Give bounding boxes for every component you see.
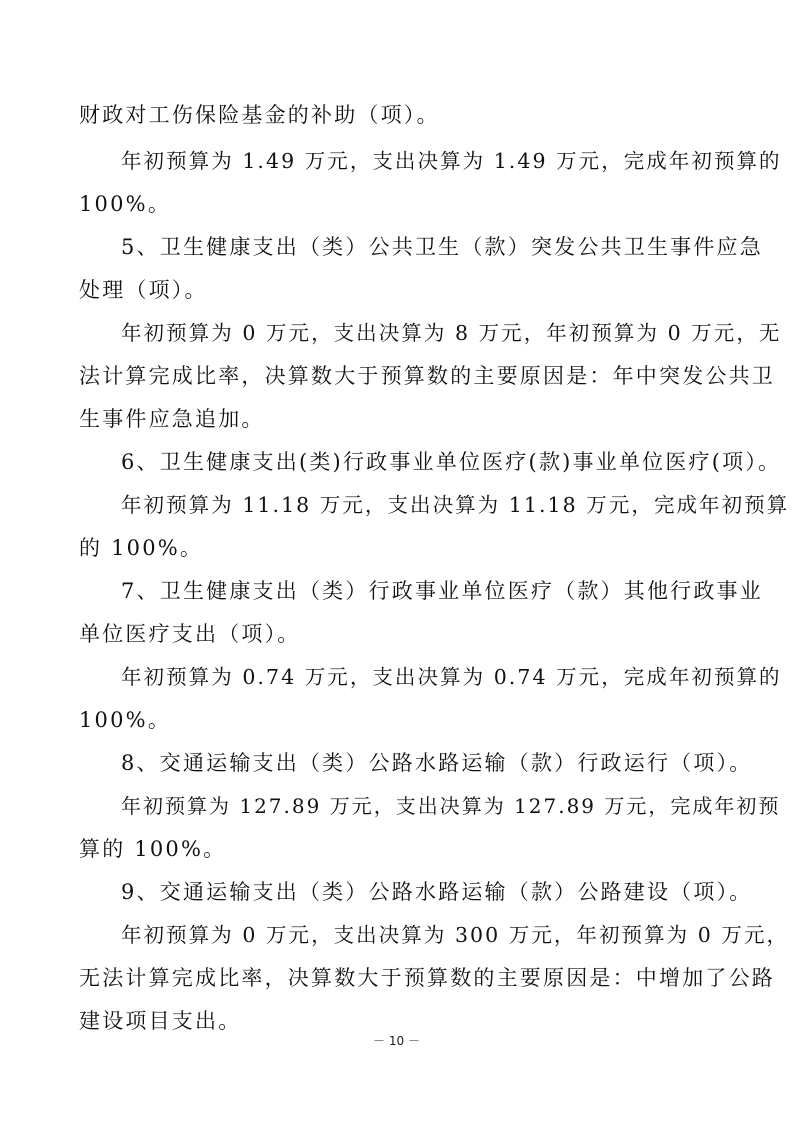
text-line: 法计算完成比率，决算数大于预算数的主要原因是：年中突发公共卫 (79, 364, 775, 388)
text-line: 9、交通运输支出（类）公路水路运输（款）公路建设（项）。 (121, 880, 753, 904)
text-line: 年初预算为 1.49 万元，支出决算为 1.49 万元，完成年初预算的 (121, 149, 782, 173)
text-line: 年初预算为 0 万元，支出决算为 300 万元，年初预算为 0 万元， (121, 923, 790, 947)
text-line: 的 100%。 (79, 536, 204, 560)
text-line: 7、卫生健康支出（类）行政事业单位医疗（款）其他行政事业 (121, 579, 763, 603)
text-line: 5、卫生健康支出（类）公共卫生（款）突发公共卫生事件应急 (121, 235, 763, 259)
text-line: 100%。 (79, 708, 172, 732)
text-line: 无法计算完成比率，决算数大于预算数的主要原因是：中增加了公路 (79, 966, 775, 990)
text-line: 处理（项）。 (79, 278, 208, 302)
text-line: 单位医疗支出（项）。 (79, 622, 301, 646)
text-line: 建设项目支出。 (79, 1009, 242, 1033)
page-number: － 10 － (373, 1034, 420, 1048)
text-line: 年初预算为 11.18 万元，支出决算为 11.18 万元，完成年初预算 (121, 493, 790, 517)
text-line: 6、卫生健康支出(类)行政事业单位医疗(款)事业单位医疗(项）。 (121, 450, 782, 474)
text-line: 财政对工伤保险基金的补助（项）。 (79, 103, 440, 127)
text-line: 100%。 (79, 192, 172, 216)
text-line: 算的 100%。 (79, 837, 227, 861)
text-line: 8、交通运输支出（类）公路水路运输（款）行政运行（项）。 (121, 751, 753, 775)
text-line: 年初预算为 127.89 万元，支出决算为 127.89 万元，完成年初预 (121, 794, 781, 818)
text-line: 年初预算为 0 万元，支出决算为 8 万元，年初预算为 0 万元，无 (121, 321, 782, 345)
text-line: 年初预算为 0.74 万元，支出决算为 0.74 万元，完成年初预算的 (121, 665, 782, 689)
text-line: 生事件应急追加。 (79, 407, 265, 431)
